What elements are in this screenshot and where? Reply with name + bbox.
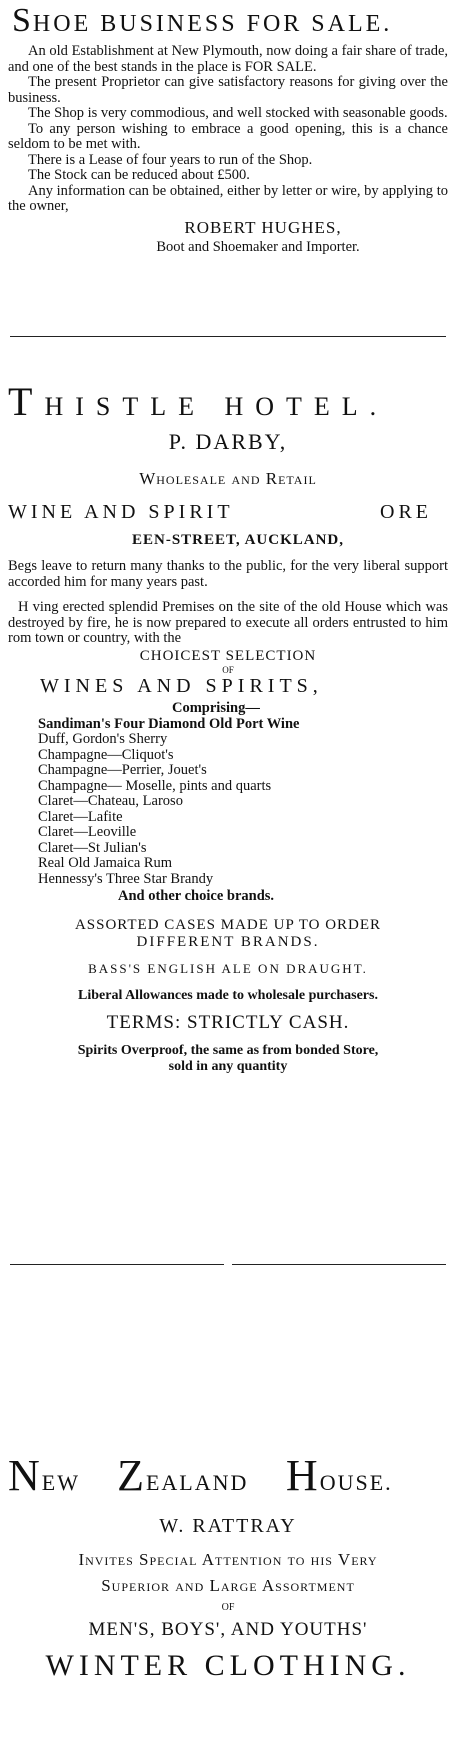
shoe-owner-trade: Boot and Shoemaker and Importer. xyxy=(156,238,360,255)
other-brands: And other choice brands. xyxy=(118,888,275,904)
divider-rule xyxy=(10,1264,224,1265)
nz-line-winter: WINTER CLOTHING. xyxy=(45,1649,411,1682)
new-zealand-house-ad xyxy=(8,1450,448,1683)
divider-rule xyxy=(10,336,446,337)
list-item: Claret—St Julian's xyxy=(38,839,147,856)
list-item: Claret—Lafite xyxy=(38,808,123,825)
title-text: HISTLE HOTEL. xyxy=(44,392,389,421)
list-item: Champagne— Moselle, pints and quarts xyxy=(38,777,272,794)
wines-and-spirits: WINES AND SPIRITS, xyxy=(40,674,323,697)
title-text: EALAND xyxy=(145,1470,249,1495)
nz-proprietor: W. RATTRAY xyxy=(159,1515,297,1537)
list-item: Duff, Gordon's Sherry xyxy=(38,731,168,747)
shoe-paragraph: To any person wishing to embrace a good opening, this is a chance seldom to be met with. xyxy=(8,120,448,152)
wine-spirit-text: WINE AND SPIRIT xyxy=(8,501,234,523)
terms-cash: TERMS: STRICTLY CASH. xyxy=(106,1012,350,1033)
title-initial: Z xyxy=(117,1451,146,1500)
nz-line-invites: Invites Special Attention to his Very xyxy=(78,1550,378,1569)
wine-spirit-end: ORE xyxy=(380,501,432,523)
shoe-business-ad xyxy=(8,2,448,256)
shoe-ad-body xyxy=(8,44,448,215)
liberal-allowances: Liberal Allowances made to wholesale purchasers. xyxy=(78,988,378,1003)
list-item: Claret—Chateau, Laroso xyxy=(38,793,183,809)
list-item: Champagne—Perrier, Jouet's xyxy=(38,762,207,778)
thistle-hotel-ad xyxy=(8,378,448,1075)
title-initial: T xyxy=(8,379,45,424)
shoe-paragraph: The Stock can be reduced about £500. xyxy=(28,167,250,183)
shoe-ad-title xyxy=(12,2,448,40)
wine-list xyxy=(8,717,448,888)
of-label: OF xyxy=(222,664,234,675)
title-text: OUSE. xyxy=(319,1470,393,1495)
shoe-paragraph: An old Establishment at New Plymouth, now doing a fair share of trade, and one of the best stands in the place is FOR SALE. xyxy=(8,43,448,75)
spirits-overproof: Spirits Overproof, the same as from bonded Store, xyxy=(77,1043,379,1058)
list-item: Claret—Leoville xyxy=(38,824,137,840)
thistle-paragraph: H ving erected splendid Premises on the site of the old House which was destroyed by fire, he is now prepared to execute all orders entrusted to him rom town or country, with the xyxy=(8,599,448,646)
nz-line-mens: MEN'S, BOYS', AND YOUTHS' xyxy=(88,1619,368,1640)
thistle-trade-line: Wholesale and Retail xyxy=(139,469,317,488)
title-initial: S xyxy=(12,2,33,39)
list-item: Real Old Jamaica Rum xyxy=(38,855,173,871)
title-initial: H xyxy=(285,1451,320,1500)
sold-quantity: sold in any quantity xyxy=(168,1059,288,1074)
title-text: HOE BUSINESS FOR SALE. xyxy=(32,11,393,37)
shoe-owner-name: ROBERT HUGHES, xyxy=(184,217,342,237)
shoe-paragraph: There is a Lease of four years to run of the Shop. xyxy=(28,151,313,168)
of-label: OF xyxy=(221,1602,235,1613)
shoe-paragraph: Any information can be obtained, either by letter or wire, by applying to the owner, xyxy=(8,182,448,214)
title-text: EW xyxy=(41,1470,80,1495)
title-initial: N xyxy=(8,1451,42,1500)
thistle-proprietor: P. DARBY, xyxy=(168,429,288,454)
shoe-paragraph: The Shop is very commodious, and well stocked with seasonable goods. xyxy=(28,105,448,121)
assorted-cases: ASSORTED CASES MADE UP TO ORDER xyxy=(74,917,382,933)
list-item: Sandiman's Four Diamond Old Port Wine xyxy=(38,715,300,732)
list-item: Champagne—Cliquot's xyxy=(38,746,174,763)
thistle-wine-line xyxy=(8,501,448,524)
divider-rule xyxy=(232,1264,446,1265)
thistle-street: EEN-STREET, AUCKLAND, xyxy=(131,532,344,548)
different-brands: DIFFERENT BRANDS. xyxy=(136,934,320,950)
bass-ale: BASS'S ENGLISH ALE ON DRAUGHT. xyxy=(88,961,368,976)
list-item: Hennessy's Three Star Brandy xyxy=(38,870,214,887)
shoe-paragraph: The present Proprietor can give satisfactory reasons for giving over the business. xyxy=(8,74,448,106)
thistle-title xyxy=(8,378,448,425)
nz-title xyxy=(8,1450,448,1501)
comprising-label: Comprising— xyxy=(172,699,260,716)
choicest-selection: CHOICEST SELECTION xyxy=(139,647,317,664)
thistle-paragraph: Begs leave to return many thanks to the public, for the very liberal support accorded him for many years past. xyxy=(8,558,448,590)
nz-line-superior: Superior and Large Assortment xyxy=(101,1576,355,1595)
